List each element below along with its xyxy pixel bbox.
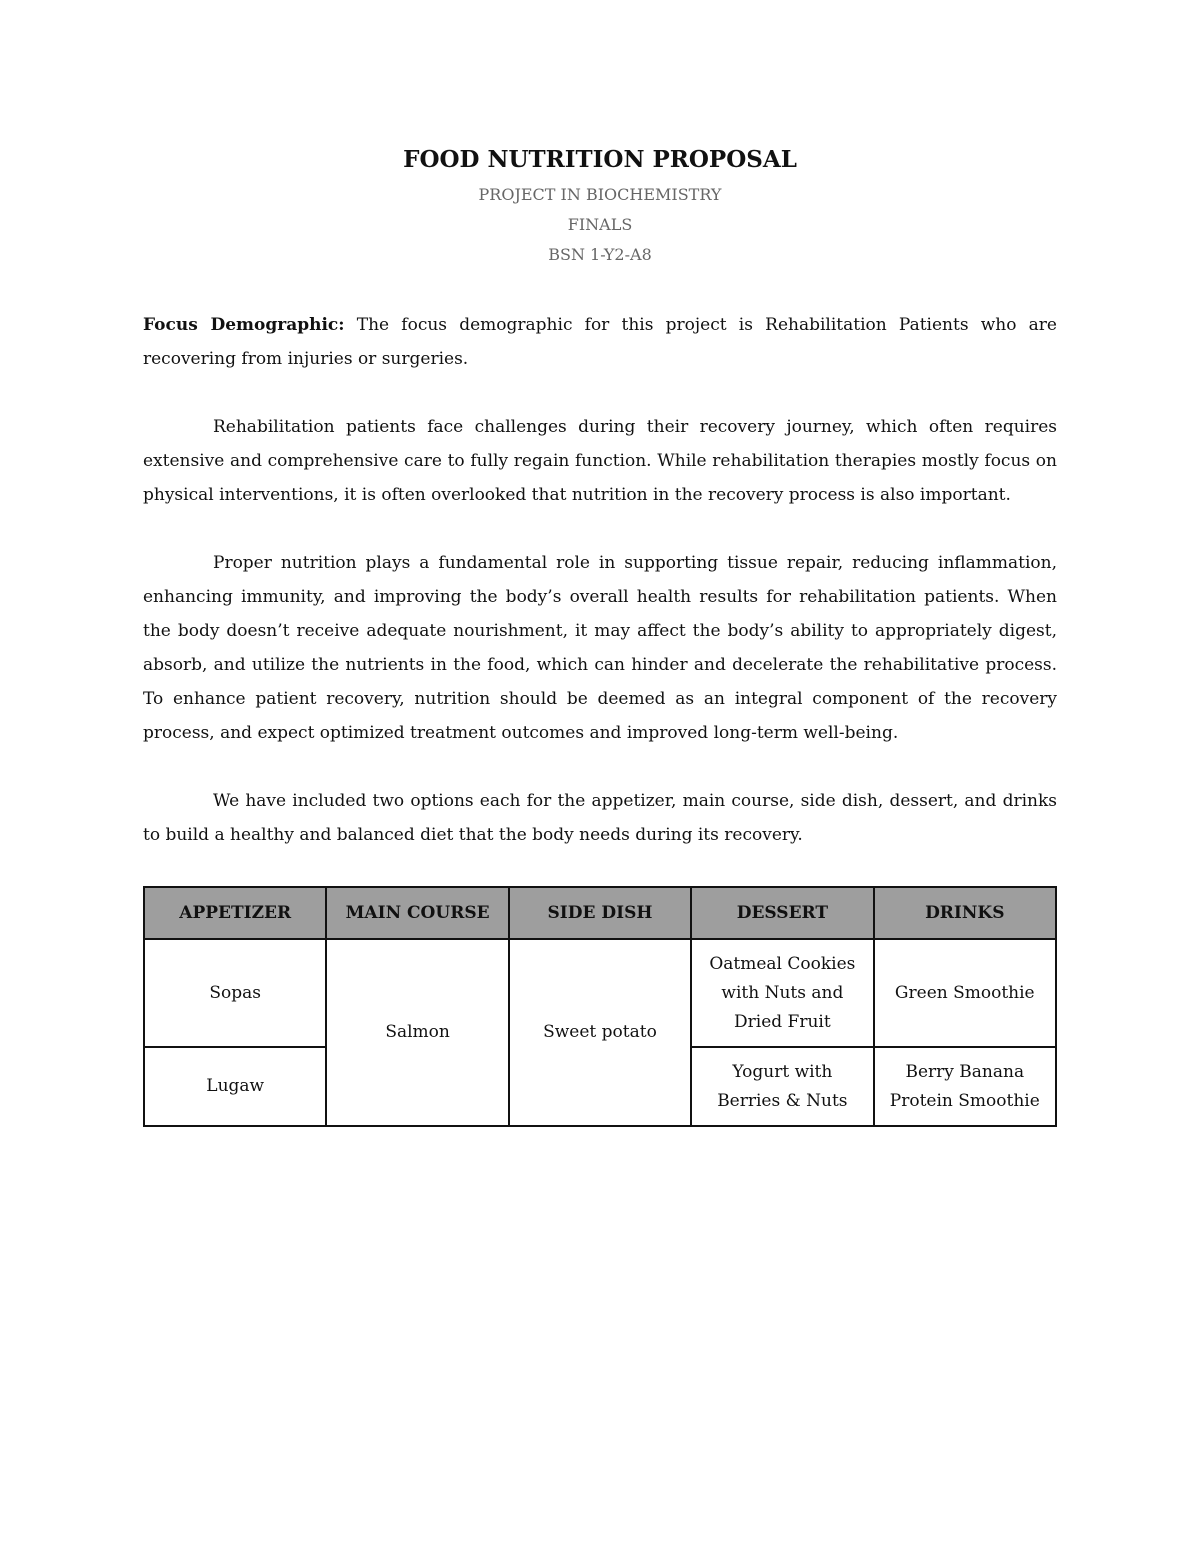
appetizer-option-1: Sopas [144,939,326,1047]
header-dessert: DESSERT [691,887,873,939]
body-paragraph-nutrition-role: Proper nutrition plays a fundamental role in supporting tissue repair, reducing inflammation, enhancing immunity, and improving the body’s overall health results for rehabilitation patients. When the body doesn’t receive adequate nourishment, it may affect the body’s ability to appropriately digest, absorb, and utilize the nutrients in the food, which can hinder and decelerate the rehabilitative process. To enhance patient recovery, nutrition should be deemed as an integral component of the recovery process, and expect optimized treatment outcomes and improved long-term well-being. [143,553,1057,743]
header-main-course: MAIN COURSE [326,887,508,939]
drinks-option-1: Green Smoothie [874,939,1056,1047]
table-row [144,939,1056,1047]
body-paragraph-options: We have included two options each for the appetizer, main course, side dish, dessert, and drinks to build a healthy and balanced diet that the body needs during its recovery. [143,791,1057,845]
document-subtitle-course: PROJECT IN BIOCHEMISTRY [478,185,722,204]
document-title: FOOD NUTRITION PROPOSAL [403,146,797,173]
main-course-cell: Salmon [326,939,508,1126]
dessert-option-2: Yogurt with Berries & Nuts [691,1047,873,1126]
focus-demographic-text: The focus demographic for this project is Rehabilitation Patients who are recovering from injuries or surgeries. [143,315,1057,369]
appetizer-option-2: Lugaw [144,1047,326,1126]
header-side-dish: SIDE DISH [509,887,691,939]
document-subtitle-term: FINALS [567,215,633,234]
drinks-option-2: Berry Banana Protein Smoothie [874,1047,1056,1126]
focus-demographic-paragraph [143,308,1057,376]
body-paragraph-challenges: Rehabilitation patients face challenges during their recovery journey, which often requires extensive and comprehensive care to fully regain function. While rehabilitation therapies mostly focus on physical interventions, it is often overlooked that nutrition in the recovery process is also important. [143,417,1057,505]
header-appetizer: APPETIZER [144,887,326,939]
dessert-option-1: Oatmeal Cookies with Nuts and Dried Fruit [691,939,873,1047]
focus-demographic-label: Focus Demographic: [143,315,345,335]
menu-table [143,886,1057,1127]
document-subtitle-section: BSN 1-Y2-A8 [548,245,652,264]
table-header-row [144,887,1056,939]
document-page [143,140,1057,1127]
side-dish-cell: Sweet potato [509,939,691,1126]
header-drinks: DRINKS [874,887,1056,939]
